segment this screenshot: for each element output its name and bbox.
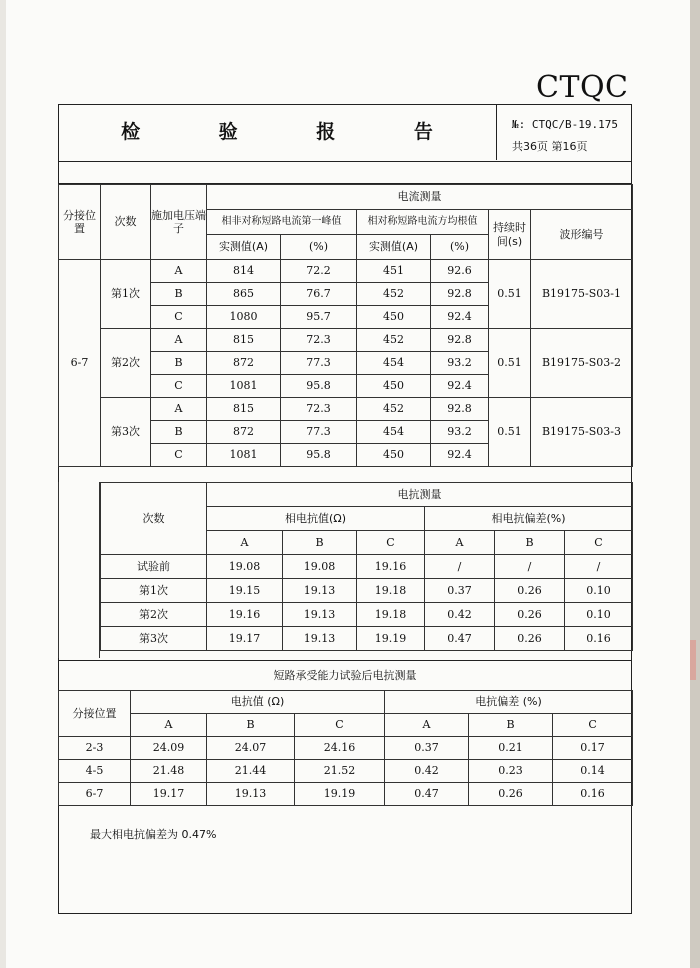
peak-pct-cell: 77.3	[281, 352, 357, 375]
phase-header: C	[553, 714, 633, 737]
trial-label: 第1次	[101, 260, 151, 329]
row-label: 试验前	[101, 555, 207, 579]
header-spacer	[58, 162, 632, 184]
peak-cell: 1080	[207, 306, 281, 329]
phase-header: A	[207, 531, 283, 555]
table-row	[59, 329, 633, 352]
rms-pct-cell: 92.4	[431, 375, 489, 398]
after-test-section-title: 短路承受能力试验后电抗测量	[58, 660, 632, 690]
value-cell: 0.23	[469, 760, 553, 783]
phase-header: C	[295, 714, 385, 737]
table-row	[59, 398, 633, 421]
phase-header: A	[425, 531, 495, 555]
peak-cell: 872	[207, 421, 281, 444]
value-cell: 0.26	[469, 783, 553, 806]
phase-cell: A	[151, 329, 207, 352]
value-cell: 0.26	[495, 627, 565, 651]
value-cell: /	[495, 555, 565, 579]
tap-cell: 4-5	[59, 760, 131, 783]
value-cell: 0.16	[553, 783, 633, 806]
phase-header: B	[283, 531, 357, 555]
value-cell: 19.13	[283, 603, 357, 627]
group-current: 电流测量	[207, 185, 633, 210]
value-cell: 19.13	[283, 627, 357, 651]
value-cell: 0.47	[425, 627, 495, 651]
table-row	[59, 760, 633, 783]
phase-header: C	[565, 531, 633, 555]
value-cell: 21.52	[295, 760, 385, 783]
row-label: 第2次	[101, 603, 207, 627]
value-cell: 21.48	[131, 760, 207, 783]
peak-pct-cell: 95.8	[281, 444, 357, 467]
value-cell: 0.47	[385, 783, 469, 806]
col-tap-position: 分接位置	[59, 691, 131, 737]
rms-pct-cell: 93.2	[431, 421, 489, 444]
duration-cell: 0.51	[489, 398, 531, 467]
rms-pct-cell: 92.4	[431, 306, 489, 329]
peak-cell: 815	[207, 398, 281, 421]
rms-cell: 451	[357, 260, 431, 283]
phase-cell: B	[151, 352, 207, 375]
rms-cell: 452	[357, 283, 431, 306]
col-times: 次数	[101, 483, 207, 555]
rms-cell: 452	[357, 398, 431, 421]
tap-cell: 2-3	[59, 737, 131, 760]
peak-pct-cell: 76.7	[281, 283, 357, 306]
value-cell: 19.15	[207, 579, 283, 603]
rms-pct-cell: 93.2	[431, 352, 489, 375]
peak-pct-cell: 95.7	[281, 306, 357, 329]
tap-column-continuation	[58, 482, 100, 658]
table-row	[101, 579, 633, 603]
peak-cell: 865	[207, 283, 281, 306]
phase-cell: A	[151, 398, 207, 421]
phase-header: B	[495, 531, 565, 555]
col-terminal: 施加电压端子	[151, 185, 207, 260]
tap-value: 6-7	[59, 260, 101, 467]
table-row	[101, 603, 633, 627]
table-row	[101, 627, 633, 651]
value-cell: 19.19	[295, 783, 385, 806]
rms-cell: 450	[357, 444, 431, 467]
value-cell: 0.10	[565, 579, 633, 603]
sub-reactance-value: 电抗值 (Ω)	[131, 691, 385, 714]
peak-pct-cell: 95.8	[281, 375, 357, 398]
value-cell: 0.37	[425, 579, 495, 603]
value-cell: 19.18	[357, 579, 425, 603]
rms-cell: 450	[357, 306, 431, 329]
value-cell: 24.07	[207, 737, 295, 760]
report-number: №: CTQC/B-19.175	[512, 118, 618, 131]
sub-peak: 相非对称短路电流第一峰值	[207, 210, 357, 235]
value-cell: 0.26	[495, 603, 565, 627]
page-info: 共36页 第16页	[512, 140, 588, 153]
peak-pct-cell: 72.3	[281, 398, 357, 421]
phase-header: A	[385, 714, 469, 737]
col-times: 次数	[101, 185, 151, 260]
reactance-measurement-table	[100, 482, 633, 651]
report-header	[58, 104, 632, 162]
rms-cell: 454	[357, 352, 431, 375]
col-peak-measured: 实测值(A)	[207, 235, 281, 260]
row-label: 第1次	[101, 579, 207, 603]
group-reactance: 电抗测量	[207, 483, 633, 507]
peak-pct-cell: 77.3	[281, 421, 357, 444]
phase-cell: C	[151, 444, 207, 467]
phase-header: B	[207, 714, 295, 737]
phase-cell: C	[151, 306, 207, 329]
value-cell: 19.17	[207, 627, 283, 651]
phase-cell: B	[151, 283, 207, 306]
table-row	[59, 260, 633, 283]
value-cell: 19.08	[283, 555, 357, 579]
col-rms-percent: (%)	[431, 235, 489, 260]
current-measurement-table	[58, 184, 633, 467]
peak-pct-cell: 72.2	[281, 260, 357, 283]
rms-cell: 452	[357, 329, 431, 352]
sub-reactance-deviation: 电抗偏差 (%)	[385, 691, 633, 714]
scan-edge-left	[0, 0, 6, 968]
table-row	[59, 783, 633, 806]
trial-label: 第2次	[101, 329, 151, 398]
peak-cell: 1081	[207, 375, 281, 398]
duration-cell: 0.51	[489, 260, 531, 329]
value-cell: 0.37	[385, 737, 469, 760]
value-cell: 19.16	[207, 603, 283, 627]
duration-cell: 0.51	[489, 329, 531, 398]
row-label: 第3次	[101, 627, 207, 651]
rms-pct-cell: 92.8	[431, 283, 489, 306]
waveform-cell: B19175-S03-1	[531, 260, 633, 329]
trial-label: 第3次	[101, 398, 151, 467]
after-test-reactance-table	[58, 690, 633, 806]
waveform-cell: B19175-S03-2	[531, 329, 633, 398]
tap-cell: 6-7	[59, 783, 131, 806]
value-cell: /	[565, 555, 633, 579]
max-deviation-note: 最大相电抗偏差为 0.47%	[90, 828, 217, 841]
rms-pct-cell: 92.4	[431, 444, 489, 467]
sub-reactance-deviation: 相电抗偏差(%)	[425, 507, 633, 531]
col-waveform: 波形编号	[531, 210, 633, 260]
peak-cell: 872	[207, 352, 281, 375]
peak-pct-cell: 72.3	[281, 329, 357, 352]
header-divider	[496, 104, 497, 160]
value-cell: 19.13	[283, 579, 357, 603]
value-cell: 24.16	[295, 737, 385, 760]
value-cell: 0.42	[385, 760, 469, 783]
rms-cell: 450	[357, 375, 431, 398]
phase-cell: B	[151, 421, 207, 444]
col-tap-position: 分接位置	[59, 185, 101, 260]
table-row	[59, 737, 633, 760]
col-duration: 持续时间(s)	[489, 210, 531, 260]
col-rms-measured: 实测值(A)	[357, 235, 431, 260]
value-cell: 19.17	[131, 783, 207, 806]
peak-cell: 1081	[207, 444, 281, 467]
phase-cell: A	[151, 260, 207, 283]
value-cell: 0.14	[553, 760, 633, 783]
phase-cell: C	[151, 375, 207, 398]
value-cell: 0.17	[553, 737, 633, 760]
col-peak-percent: (%)	[281, 235, 357, 260]
sub-reactance-value: 相电抗值(Ω)	[207, 507, 425, 531]
table-row	[101, 555, 633, 579]
value-cell: 0.26	[495, 579, 565, 603]
rms-pct-cell: 92.8	[431, 329, 489, 352]
sub-rms: 相对称短路电流方均根值	[357, 210, 489, 235]
value-cell: 0.16	[565, 627, 633, 651]
value-cell: 19.13	[207, 783, 295, 806]
value-cell: 0.42	[425, 603, 495, 627]
value-cell: /	[425, 555, 495, 579]
value-cell: 0.10	[565, 603, 633, 627]
brand-logo: CTQC	[536, 70, 629, 105]
rms-pct-cell: 92.6	[431, 260, 489, 283]
value-cell: 0.21	[469, 737, 553, 760]
peak-cell: 815	[207, 329, 281, 352]
waveform-cell: B19175-S03-3	[531, 398, 633, 467]
value-cell: 19.18	[357, 603, 425, 627]
rms-pct-cell: 92.8	[431, 398, 489, 421]
value-cell: 19.08	[207, 555, 283, 579]
phase-header: C	[357, 531, 425, 555]
value-cell: 24.09	[131, 737, 207, 760]
report-title: 检 验 报 告	[121, 121, 469, 143]
rms-cell: 454	[357, 421, 431, 444]
value-cell: 19.19	[357, 627, 425, 651]
value-cell: 19.16	[357, 555, 425, 579]
peak-cell: 814	[207, 260, 281, 283]
phase-header: A	[131, 714, 207, 737]
scan-edge-right	[690, 0, 700, 968]
phase-header: B	[469, 714, 553, 737]
value-cell: 21.44	[207, 760, 295, 783]
